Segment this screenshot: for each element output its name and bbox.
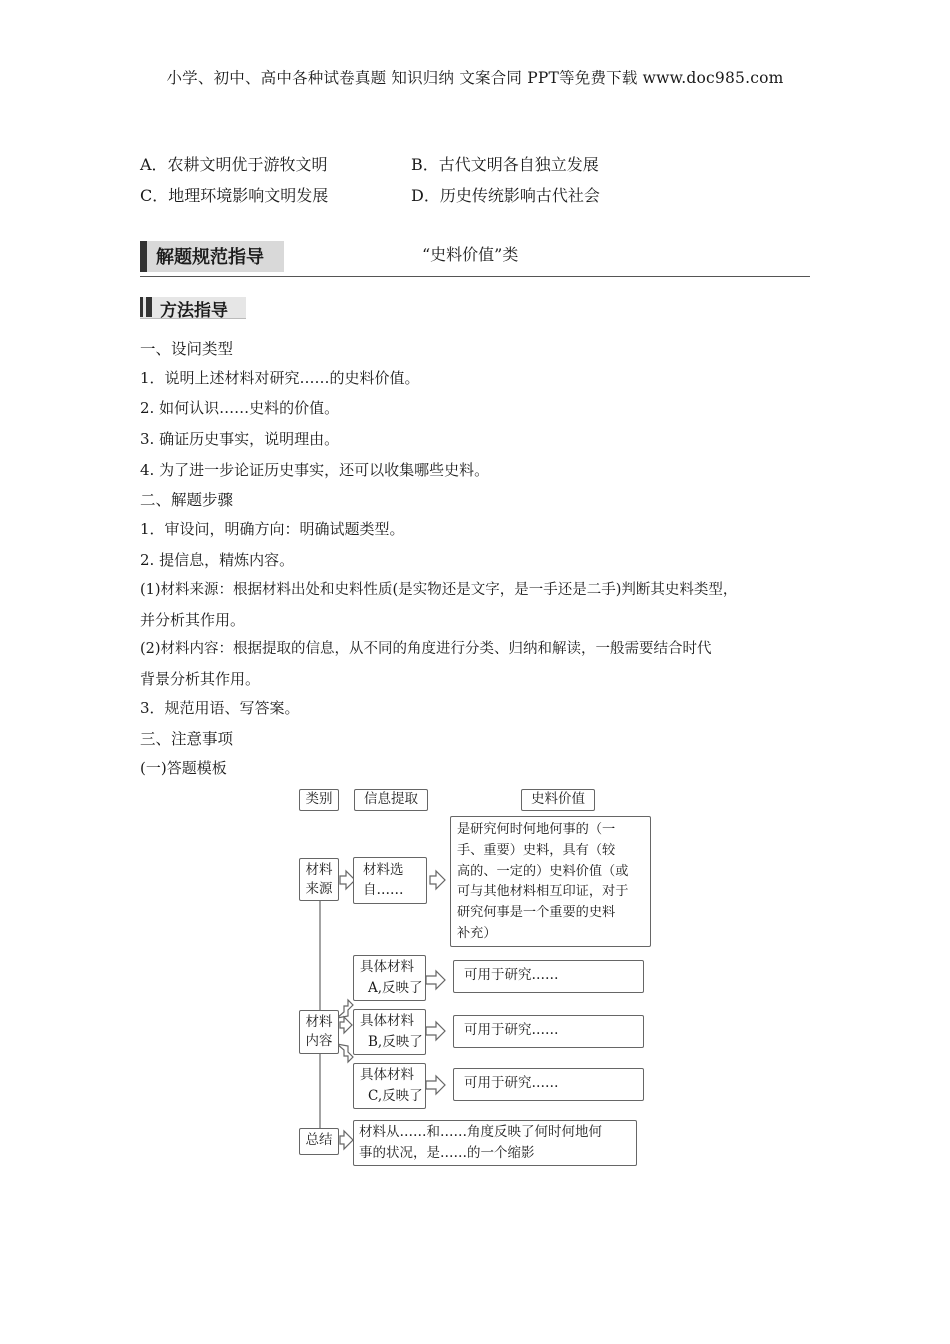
diagram-col-value: 史料价值: [521, 789, 595, 811]
diagram-item-a: [353, 955, 426, 1001]
question-type-1: 1．说明上述材料对研究……的史料价值。: [140, 369, 420, 387]
diagram-summary-label: 总结: [299, 1128, 339, 1155]
value-line: 研究何事是一个重要的史料: [457, 905, 616, 921]
step-3: 3．规范用语、写答案。: [140, 699, 300, 717]
item-line: C,反映了: [368, 1088, 423, 1104]
question-type-4: 4. 为了进一步论证历史事实，还可以收集哪些史料。: [140, 461, 490, 479]
section-subject: “史料价值”类: [422, 245, 519, 264]
diagram-item-c-value: 可用于研究……: [453, 1068, 644, 1101]
section-title: 解题规范指导: [156, 247, 264, 268]
site-header: 小学、初中、高中各种试卷真题 知识归纳 文案合同 PPT等免费下载 www.doc985.com: [166, 69, 784, 87]
subheading: 方法指导: [160, 301, 228, 321]
label-line: 来源: [305, 881, 333, 897]
value-line: 补充）: [457, 925, 497, 941]
diagram-source-value: [450, 816, 651, 947]
diagram-source-label: [299, 858, 339, 901]
diagram-col-category: 类别: [299, 789, 339, 811]
diagram-summary-text: [353, 1120, 637, 1166]
heading-steps: 二、解题步骤: [140, 491, 234, 509]
diagram-content-label: [299, 1010, 339, 1054]
item-line: B,反映了: [368, 1034, 423, 1050]
step-2-source-cont: 并分析其作用。: [140, 611, 246, 629]
step-2-content: (2)材料内容：根据提取的信息，从不同的角度进行分类、归纳和解读，一般需要结合时代: [140, 641, 712, 657]
option-d: D．历史传统影响古代社会: [411, 186, 600, 205]
summary-line: 事的状况，是……的一个缩影: [359, 1145, 535, 1161]
label-line: 材料: [305, 862, 333, 878]
option-b: B．古代文明各自独立发展: [411, 155, 599, 174]
question-type-3: 3. 确证历史事实，说明理由。: [140, 430, 340, 448]
diagram-item-b-value: 可用于研究……: [453, 1015, 644, 1048]
step-2: 2. 提信息，精炼内容。: [140, 551, 295, 569]
heading-notes: 三、注意事项: [140, 730, 234, 748]
item-line: 具体材料: [360, 1067, 414, 1083]
option-a: A．农耕文明优于游牧文明: [140, 155, 328, 174]
extract-line: 材料选: [363, 862, 404, 878]
label-line: 内容: [305, 1033, 333, 1049]
diagram-item-c: [353, 1063, 426, 1109]
item-line: 具体材料: [360, 1013, 414, 1029]
step-2-content-cont: 背景分析其作用。: [140, 670, 261, 688]
diagram-item-b: [353, 1009, 426, 1055]
option-c: C．地理环境影响文明发展: [140, 186, 329, 205]
value-line: 可与其他材料相互印证，对于: [457, 884, 629, 900]
value-line: 手、重要）史料，具有（较: [457, 842, 616, 858]
diagram-col-extract: 信息提取: [354, 789, 428, 811]
item-line: 具体材料: [360, 959, 414, 975]
template-heading: (一)答题模板: [140, 759, 227, 777]
diagram-item-a-value: 可用于研究……: [453, 960, 644, 993]
step-2-source: (1)材料来源：根据材料出处和史料性质(是实物还是文字，是一手还是二手)判断其史料类型，: [140, 582, 738, 598]
question-type-2: 2. 如何认识……史料的价值。: [140, 399, 340, 417]
item-line: A,反映了: [368, 980, 423, 996]
diagram-source-extract: [353, 857, 427, 904]
heading-question-types: 一、设问类型: [140, 340, 234, 358]
value-line: 高的、一定的）史料价值（或: [457, 863, 629, 879]
value-line: 是研究何时何地何事的（一: [457, 822, 616, 837]
step-1: 1．审设问，明确方向：明确试题类型。: [140, 520, 405, 538]
summary-line: 材料从……和……角度反映了何时何地何: [359, 1124, 602, 1140]
extract-line: 自……: [363, 882, 404, 898]
label-line: 材料: [305, 1014, 333, 1030]
